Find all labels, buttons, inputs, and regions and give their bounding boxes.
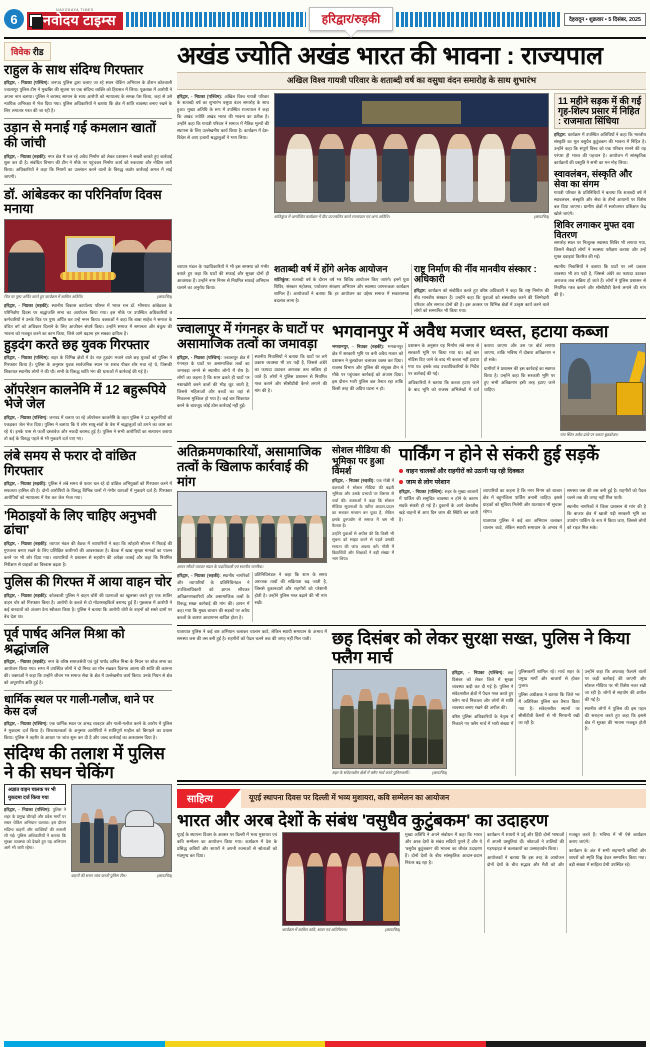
parking-story[interactable] [399, 445, 646, 621]
list-item[interactable] [4, 694, 172, 742]
atikraman-photo [177, 491, 327, 563]
list-item[interactable] [4, 575, 172, 620]
photo-caption: कार्यक्रम में शामिल कवि, शायर एवं अतिथिगण। [282, 926, 348, 932]
sidebar-headline: उड़ान से मनाई गई कमलान खातों की जांची [4, 120, 156, 150]
byline: हरिद्वार, - निप्रका (पश्चिम): [4, 807, 51, 813]
photo-caption-row [332, 769, 447, 776]
sahitya-tag-tail [225, 789, 241, 808]
byline: हरिद्वार, - निप्रका (रुड़की): [4, 659, 47, 665]
photo-credit: (छायाचित्र) [156, 873, 172, 879]
body-text: गायत्री परिवार के प्रतिनिधियों ने बताया कि शताब्दी वर्ष में स्वावलंबन, संस्कृति और सेवा के तीनों आयामों पर विशेष बल दिया जाएगा। ग्रामीण क्षेत्रों में स्वरोजगार प्रशिक्षण केंद्र खोले जाएंगे। [554, 189, 646, 216]
sidebar-headline: ऑपरेशन कालनेमि में 12 बहुरूपिये भेजे जेल [4, 381, 166, 412]
sahitya-row [177, 832, 646, 933]
body-text: समारोह स्थल पर निःशुल्क स्वास्थ्य शिविर भी लगाया गया, जिसमें सैकड़ों लोगों ने स्वास्थ्य परीक्षण कराया और उन्हें मुफ्त दवाइयां वितरित की गईं। [554, 240, 646, 260]
divider [4, 690, 172, 691]
sidebar-body [4, 480, 172, 502]
byline: हरिद्वार, - निप्रका (रुड़की): [177, 573, 221, 579]
jwalapur-headline-line1: ज्वालापुर में गंगनहर के घाटों पर [177, 321, 324, 337]
photo-caption-row [71, 872, 172, 879]
divider [177, 318, 646, 319]
body-text: व्यापार मंडल की बैठक में व्यापारियों ने कहा कि त्योहारी सीजन में मिठाई की गुणवत्ता बनाए रखने के लिए प्रशिक्षित कारीगरों की आवश्यकता है। बैठक में खाद्य सुरक्षा मानकों का पालन करने पर भी जोर दिया गया। व्यापारियों ने प्रशासन से सहयोग की अपेक्षा जताई और कहा कि नियमित निरीक्षण से ग्राहकों का विश्वास बढ़ता है। [4, 540, 172, 567]
atikraman-story[interactable] [177, 445, 327, 621]
flagmarch-side-filler [177, 629, 327, 776]
body-text: जनपद में चलाए जा रहे ऑपरेशन कालनेमि के तहत पुलिस ने 12 बहुरूपियों को पकड़कर जेल भेज दिया। पुलिस ने बताया कि ये लोग साधु-संतों के वेश में श्रद्धालुओं को ठगने का काम कर रहे थे। इनके पास से फर्जी दस्तावेज और नकदी बरामद हुई है। पुलिस ने सभी आरोपियों का सत्यापन कराया तो कई के विरुद्ध पहले से भी मुकदमे दर्ज पाए गए। [4, 414, 172, 441]
list-item[interactable] [4, 383, 172, 443]
lead-col-1 [274, 276, 409, 305]
lead-kicker-top: 11 महीने सड़क में की गई गृह-शिल्प प्रसार में निहित : राजमाता सिंधिया [558, 95, 642, 127]
atikraman-body [177, 572, 327, 622]
sidebar-headline: लंबे समय से फरार दो वांछित गिरफ्तार [4, 448, 136, 478]
lead-kicker-box [554, 93, 646, 130]
divider [177, 780, 646, 785]
photo-caption-row [177, 563, 327, 570]
body-text: पुलिस अधीक्षक ने बताया कि जिले भर में अतिरिक्त पुलिस बल तैनात किया गया है। संवेदनशील स्थानों पर सीसीटीवी कैमरों से भी निगरानी रखी जा रही है। [518, 691, 580, 725]
photo-credit: (छायाचित्र) [431, 769, 447, 775]
body-text: नगर क्षेत्र में चल रहे अवैध निर्माण को लेकर प्रशासन ने सख्ती बरतते हुए कार्रवाई शुरू कर दी है। संबंधित विभाग की टीम ने मौके पर पहुंचकर निर्माण कार्य को रुकवाया और नोटिस जारी किया। अधिकारियों ने कहा कि नियमों का उल्लंघन करने वालों के विरुद्ध कठोर कार्रवाई अमल में लाई जाएगी। [4, 153, 172, 180]
sidebar-body [4, 720, 172, 742]
sidebar-section-label [4, 42, 51, 61]
body-text: नगर के वरिष्ठ समाजसेवी एवं पूर्व पार्षद अनिल मिश्रा के निधन पर शोक सभा का आयोजन किया गया। सभा में उपस्थित लोगों ने दो मिनट का मौन रखकर दिवंगत आत्मा की शांति की कामना की। वक्ताओं ने कहा कि उन्होंने जीवन भर समाज सेवा के क्षेत्र में उल्लेखनीय कार्य किया। उनके निधन से क्षेत्र को अपूरणीय क्षति हुई है। [4, 659, 172, 686]
sidebar-body [4, 807, 66, 851]
third-deck [177, 445, 646, 621]
lead-kicker-2: स्वावलंबन, संस्कृति और सेवा का संगम [554, 169, 633, 190]
body-text: ग्रामीणों ने प्रशासन की इस कार्रवाई का स्वागत किया है। उन्होंने कहा कि सरकारी भूमि पर हुए सभी अतिक्रमण इसी तरह हटाए जाने चाहिए। [484, 366, 556, 393]
jwalapur-headline-line2: असामाजिक तत्वों का जमावड़ा [177, 335, 318, 351]
sahitya-section[interactable] [177, 789, 646, 933]
body-text: ज्वालापुर क्षेत्र में गंगनहर के घाटों पर असामाजिक तत्वों का जमावड़ा लगने से स्थानीय लोगों में रोष है। लोगों का कहना है कि शाम ढलते ही घाटों पर नशाखोरी करने वालों की भीड़ जुट जाती है, जिससे महिलाओं और बच्चों का वहां से निकलना मुश्किल हो गया है। कई बार शिकायत करने के बावजूद कोई ठोस कार्रवाई नहीं हुई। [177, 354, 250, 409]
photo-credit: (छायाचित्र) [533, 213, 549, 219]
sidebar-body [4, 79, 172, 115]
bhagwanpur-story[interactable] [332, 322, 646, 438]
logo-kicker: NAVODAYA TIMES [56, 7, 94, 12]
lead-headline: अखंड ज्योति अखंड भारत की भावना : राज्यपाल [177, 41, 603, 70]
list-item[interactable] [4, 744, 172, 879]
lead-photo [274, 93, 549, 213]
byline: हरिद्वार, - निप्रका (रुड़की): [4, 540, 48, 546]
body-text: स्थानीय विकास कार्यालय परिसर में भारत रत्न डॉ. भीमराव आंबेडकर के परिनिर्वाण दिवस पर श्रद्धांजलि सभा का आयोजन किया गया। इस मौके पर उपस्थित अधिकारियों व कर्मचारियों ने उनके चित्र पर पुष्प अर्पित कर उन्हें नमन किया। वक्ताओं ने कहा कि बाबा साहेब ने समाज के वंचित वर्ग को अधिकार दिलाने के लिए आजीवन संघर्ष किया। उन्होंने समाज में समानता और बंधुत्व की भावना को मजबूत करने का काम किया, जिसे आगे बढ़ाना हम सबका दायित्व है। [4, 303, 172, 336]
byline: हरिद्वार, - निप्रका (रुड़की): [4, 592, 48, 598]
photo-caption: शांतिकुंज में आयोजित कार्यक्रम में दीप प्रज्ज्वलित करते राज्यपाल एवं अन्य अतिथि। [274, 213, 390, 219]
photo-credit: (छायाचित्र) [156, 294, 172, 299]
byline: हरिद्वार, - निप्रका (पश्चिम): [452, 669, 504, 675]
lead-kicker-2: राष्ट्र निर्माण की नींव मानवीय संस्कार : अधिकारी [414, 264, 537, 285]
parking-bullet-0: वाहन चालकों और राहगीरों को उठानी पड़ रही दिक्कत [399, 466, 646, 475]
body-text: व्यापारियों का कहना है कि नगर निगम को बाजार क्षेत्र में बहुमंजिला पार्किंग बनानी चाहिए। इससे ग्राहकों को सुविधा मिलेगी और यातायात भी सुचारू रहेगा। [483, 488, 562, 515]
body-text: वरिष्ठ पुलिस अधिकारियों के नेतृत्व में निकाले गए फ्लैग मार्च में भारी संख्या में पुलिसकर्मी शामिल रहे। मार्च शहर के प्रमुख मार्गों और बाजारों से होकर गुजरा। [452, 668, 580, 726]
body-text: कोतवाली पुलिस ने वाहन चोरी की घटनाओं का खुलासा करते हुए एक शातिर वाहन चोर को गिरफ्तार किया है। आरोपी के कब्जे से दो मोटरसाइकिलें बरामद हुई हैं। पूछताछ में आरोपी ने कई वारदातों को अंजाम देना स्वीकार किया है। पुलिस ने बताया कि आरोपी चोरी के वाहनों को सस्ते दामों पर बेच देता था। [4, 592, 172, 619]
atikraman-headline-line2: तत्वों के खिलाफ कार्रवाई की मांग [177, 459, 309, 489]
social-headline-line1: सोशल मीडिया की [332, 445, 391, 456]
sidebar-headline: हुड़दंग करते छह युवक गिरफ्तार [4, 336, 150, 352]
sidebar-column [4, 42, 172, 1039]
list-item[interactable] [4, 627, 172, 687]
decorative-bars-right [396, 12, 561, 27]
divider [4, 572, 172, 573]
bhagwanpur-photo [560, 343, 646, 431]
body-text: जनपद पुलिस द्वारा चलाए जा रहे सघन चेकिंग अभियान के दौरान कोतवाली ज्वालापुर पुलिस टीम ने मुखबिर की सूचना पर एक संदिग्ध व्यक्ति को हिरासत में लिया। पूछताछ में आरोपी ने अपना नाम बताया। पुलिस ने बरामद सामान के साथ आरोपी को न्यायालय के समक्ष पेश किया, जहां से उसे न्यायिक अभिरक्षा में भेज दिया गया। पुलिस अधिकारियों ने बताया कि क्षेत्र में शांति व्यवस्था बनाए रखने के लिए लगातार गश्त की जा रही है। [4, 80, 173, 113]
body-text: व्यापार मंडल के पदाधिकारियों ने भी इस समस्या को गंभीर बताते हुए कहा कि घाटों की सफाई और सुरक्षा दोनों ही आवश्यक हैं। उन्होंने नगर निगम से नियमित सफाई अभियान चलाने का अनुरोध किया। [177, 264, 269, 290]
parking-headline: पार्किंग न होने से संकरी हुई सड़कें [399, 445, 600, 465]
body-text: कार्यक्रम में उपस्थित अतिथियों ने कहा कि भारतीय संस्कृति का मूल वसुधैव कुटुंबकम की भावना में निहित है। उन्होंने कहा कि संपूर्ण विश्व को एक परिवार मानने की यह परंपरा ही भारत की पहचान है। आयोजन में सांस्कृतिक कार्यक्रमों की प्रस्तुति ने सभी का मन मोह लिया। [554, 132, 646, 166]
list-item[interactable] [4, 188, 172, 338]
lead-kicker-3: शिविर लगाकर मुफ्त दवा वितरण [554, 219, 635, 240]
photo-caption-row [560, 431, 646, 438]
photo-caption: वाहनों की सघन जांच करती पुलिस टीम। [71, 873, 127, 879]
body-text: स्थानीय लोगों ने पुलिस की इस पहल की सराहना करते हुए कहा कि इससे क्षेत्र में सुरक्षा की भावना मजबूत होती है। [584, 705, 646, 732]
list-item[interactable] [4, 121, 172, 181]
sahitya-headline: भारत और अरब देशों के संबंध 'वसुधैव कुटुंबकम' का उदाहरण [177, 810, 549, 830]
page-body [4, 42, 646, 1039]
main-column [177, 42, 646, 1039]
social-headline-line2: भूमिका पर हुआ विमर्श [332, 455, 385, 477]
sidebar-headline: संदिग्ध की तलाश में पुलिस ने की सघन चेकिंग [4, 744, 165, 783]
body-text: स्थानीय नागरिकों और व्यापारियों के प्रतिनिधिमंडल ने उपजिलाधिकारी को ज्ञापन सौंपकर अतिक्रमणकारियों और असामाजिक तत्वों के विरुद्ध सख्त कार्रवाई की मांग की। ज्ञापन में कहा गया कि मुख्य बाजार की सड़कों पर अवैध कब्जों के कारण आवागमन बाधित होता है। [177, 573, 250, 620]
lead-col-3 [554, 131, 646, 167]
photo-credit: (छायाचित्र) [384, 926, 400, 932]
lead-bottom-row [177, 264, 646, 315]
byline: भगवानपुर, - निप्रका (रुड़की): [332, 344, 385, 350]
parking-bullet-1: जाम से लोग परेशान [399, 477, 646, 486]
photo-caption: ज्ञापन सौंपते व्यापार मंडल के पदाधिकारी एवं स्थानीय नागरिक। [177, 564, 264, 570]
byline: हरिद्वार, - निप्रका (रुड़की): [4, 153, 47, 159]
byline: हरिद्वार, - निप्रका (रुड़की): [4, 481, 47, 487]
sidebar-headline: 'मिठाइयों के लिए चाहिए अनुभवी ढांचा' [4, 507, 157, 538]
sidebar-headline: डॉ. आंबेडकर का परिनिर्वाण दिवस मनाया [4, 186, 162, 217]
divider [4, 118, 172, 119]
body-text: यातायात पुलिस ने कई बार अभियान चलाकर चालान काटे, लेकिन स्थायी समाधान के अभाव में समस्या जस की तस बनी हुई है। राहगीरों को पैदल चलने तक की जगह नहीं मिल पाती। [177, 628, 327, 641]
list-item[interactable] [4, 449, 172, 502]
photo-caption-row [4, 293, 172, 300]
body-text: प्रतिनिधिमंडल ने कहा कि शाम के समय अराजक तत्वों की सक्रियता बढ़ जाती है, जिससे दुकानदारों और राहगीरों को परेशानी होती है। उन्होंने पुलिस गश्त बढ़ाने की भी मांग रखी। [254, 572, 327, 605]
sahitya-photo [282, 832, 400, 926]
body-text: यूएई के स्थापना दिवस के अवसर पर दिल्ली में भव्य मुशायरा एवं कवि सम्मेलन का आयोजन किया गया। कार्यक्रम में देश के प्रसिद्ध कवियों और शायरों ने अपनी रचनाओं से श्रोताओं को मंत्रमुग्ध कर दिया। [177, 831, 277, 858]
second-deck [177, 322, 646, 438]
body-text: एक गोष्ठी में वक्ताओं ने सोशल मीडिया की बढ़ती भूमिका और उसके प्रभावों पर विस्तार से चर्चा की। वक्ताओं ने कहा कि सोशल मीडिया सूचनाओं के त्वरित आदान-प्रदान का सशक्त माध्यम बन चुका है, लेकिन इसके दुरुपयोग से समाज में भ्रम भी फैलता है। [332, 478, 394, 528]
photo-caption-row [282, 926, 400, 933]
divider [4, 184, 172, 185]
body-text: आयोजकों ने बताया कि इस तरह के आयोजन दोनों देशों के बीच सद्भाव और मैत्री को और मजबूत करते हैं। भविष्य में भी ऐसे कार्यक्रम कराए जाएंगे। [487, 831, 646, 867]
lead-col-2 [414, 287, 549, 316]
sidebar-story-body [4, 784, 172, 879]
sidebar-label-primary: विवेक [11, 46, 31, 57]
byline: हरिद्वार, - निप्रका (पश्चिम): [4, 721, 48, 727]
sahitya-section-bar [177, 789, 646, 808]
bhagwanpur-headline: भगवानपुर में अवैध मजार ध्वस्त, हटाया कब्जा [332, 322, 609, 342]
divider [177, 441, 646, 442]
body-text: स्थानीय निवासियों ने बताया कि घाटों पर लगे प्रकाश व्यवस्था भी ठप पड़ी है, जिससे अंधेरे का फायदा उठाकर अराजक तत्व सक्रिय हो जाते हैं। लोगों ने पुलिस प्रशासन से नियमित गश्त कराने और सीसीटीवी कैमरे लगाने की मांग की है। [254, 353, 327, 394]
divider [4, 624, 172, 625]
flagmarch-inner [332, 669, 646, 776]
list-item[interactable] [4, 63, 172, 115]
body-text: उन्होंने युवाओं से अपील की कि किसी भी सूचना को साझा करने से पहले उसकी सत्यता की जांच अवश्य करें। गोष्ठी में विद्यार्थियों और शिक्षकों ने बड़ी संख्या में भाग लिया। [332, 531, 394, 562]
sidebar-photo [4, 219, 172, 293]
body-text: यातायात पुलिस ने कई बार अभियान चलाकर चालान काटे, लेकिन स्थायी समाधान के अभाव में समस्या जस की तस बनी हुई है। राहगीरों को पैदल चलने तक की जगह नहीं मिल पाती। [483, 488, 646, 531]
flagmarch-photo [332, 669, 447, 769]
atikraman-headline-line1: अतिक्रमणकारियों, असामाजिक [177, 444, 322, 460]
masthead-rule [4, 37, 646, 39]
lead-story[interactable] [177, 42, 646, 316]
byline: हरिद्वार: [554, 132, 567, 138]
footer-color-strip [4, 1041, 646, 1047]
body-text: प्रशासन के अनुसार यह निर्माण लंबे समय से सरकारी भूमि पर किया गया था। कई बार नोटिस दिए जाने के बाद भी कब्जा नहीं हटाया गया था। इसके बाद उच्चाधिकारियों के निर्देश पर कार्रवाई की गई। [408, 343, 479, 377]
photo-caption: चित्र पर पुष्प अर्पित करते हुए कार्यक्रम में शामिल अतिथि। [4, 294, 83, 299]
body-text: उन्होंने कहा कि अफवाह फैलाने वालों पर कड़ी कार्रवाई की जाएगी और सोशल मीडिया पर भी विशेष नजर रखी जा रही है। लोगों से सहयोग की अपील की गई है। [584, 668, 646, 702]
flagmarch-row [177, 629, 646, 776]
sidebar-body [4, 302, 172, 338]
body-text: अधिकारियों ने बताया कि कब्जा हटाए जाने के बाद भूमि को राजस्व अभिलेखों में दर्ज कराया जाएगा और उस पर बोर्ड लगाया जाएगा, ताकि भविष्य में दोबारा अतिक्रमण न हो सके। [408, 343, 555, 393]
body-text: छह दिसंबर को लेकर जिले में सुरक्षा व्यवस्था कड़ी कर दी गई है। पुलिस ने संवेदनशील क्षेत्रों में पैदल गश्त करते हुए फ्लैग मार्च निकाला और लोगों से शांति व्यवस्था बनाए रखने की अपील की। [452, 669, 514, 710]
photo-caption: शहर के संवेदनशील क्षेत्रों में फ्लैग मार्च करते पुलिसकर्मी। [332, 769, 410, 775]
sidebar-headline: धार्मिक स्थल पर गाली-गलौज, थाने पर केस दर्ज [4, 693, 154, 719]
body-text: मुख्य अतिथि ने अपने संबोधन में कहा कि भारत और अरब देशों के संबंध सदियों पुराने हैं और ये 'वसुधैव कुटुंबकम' की भावना का जीवंत उदाहरण हैं। दोनों देशों के बीच सांस्कृतिक आदान-प्रदान निरंतर बढ़ रहा है। [405, 831, 482, 865]
divider [177, 625, 646, 626]
parking-body [399, 488, 646, 532]
body-text: कार्यक्रम के अंत में सभी सहभागी कवियों और शायरों को स्मृति चिह्न देकर सम्मानित किया गया। बड़ी संख्या में साहित्य प्रेमी उपस्थित रहे। [569, 847, 646, 867]
byline: शांतिकुंज: [274, 277, 290, 283]
list-item[interactable] [4, 338, 172, 376]
page-number-badge: 6 [4, 9, 24, 29]
byline: हरिद्वार: [414, 287, 427, 293]
byline: हरिद्वार, - निप्रका (पश्चिम): [177, 93, 223, 99]
divider [4, 505, 172, 506]
sidebar-kicker-box: अज्ञात वाहन चालक पर भी मुकदमा दर्ज किया गया [4, 784, 66, 805]
byline: हरिद्वार, - निप्रका (पश्चिम): [4, 355, 50, 361]
byline: हरिद्वार, - निप्रका (रुड़की): [4, 303, 50, 308]
logo-text: नवोदय टाइम्स [27, 12, 123, 30]
photo-caption-row [274, 213, 549, 220]
lead-kicker-1: शताब्दी वर्ष में होंगे अनेक आयोजन [274, 264, 388, 275]
body-text: शताब्दी वर्ष के दौरान वर्ष भर विविध आयोजन किए जाएंगे। इनमें युवा शिविर, संस्कार महोत्सव, पर्यावरण संरक्षण अभियान और स्वास्थ्य जागरूकता कार्यक्रम शामिल हैं। आयोजकों ने बताया कि हर आयोजन का उद्देश्य समाज में सकारात्मक बदलाव लाना है। [274, 277, 409, 304]
byline: हरिद्वार, - निप्रका (पश्चिम): [399, 489, 444, 495]
dateline: देहरादून • शुक्रवार • 5 दिसंबर, 2025 [564, 13, 646, 26]
body-text: शहर के विभिन्न क्षेत्रों में देर रात हुड़दंग मचाने वाले छह युवकों को पुलिस ने गिरफ्तार किया है। पुलिस के अनुसार युवक सार्वजनिक स्थान पर शराब पीकर शोर मचा रहे थे, जिसकी शिकायत स्थानीय लोगों ने की थी। सभी के विरुद्ध शांति भंग की धाराओं में कार्रवाई की गई है। [4, 355, 172, 375]
sidebar-body [4, 414, 172, 443]
byline: हरिद्वार, - निप्रका (पश्चिम): [4, 414, 48, 420]
body-text: स्थानीय निवासियों ने बताया कि घाटों पर लगे प्रकाश व्यवस्था भी ठप पड़ी है, जिससे अंधेरे का फायदा उठाकर अराजक तत्व सक्रिय हो जाते हैं। लोगों ने पुलिस प्रशासन से नियमित गश्त कराने और सीसीटीवी कैमरे लगाने की मांग की है। [554, 264, 646, 297]
jwalapur-story[interactable] [177, 322, 327, 438]
sidebar-headline: पुलिस की गिरफ्त में आया वाहन चोर [4, 574, 172, 590]
decorative-bars-left [126, 12, 306, 27]
sidebar-body [4, 354, 172, 376]
lead-col-0 [177, 93, 269, 143]
social-body [332, 478, 394, 529]
byline: हरिद्वार, - निप्रका (पश्चिम): [4, 80, 49, 86]
lead-subhead: अखिल विश्व गायत्री परिवार के शताब्दी वर्ष का वसुधा वंदन समारोह के साथ शुभारंभ [177, 72, 646, 90]
edition-label: हरिद्वार/रुड़की [309, 7, 394, 31]
bhagwanpur-row [332, 343, 646, 438]
photo-caption: गांव स्थित अवैध ढांचे पर चलता बुलडोजर। [560, 432, 619, 438]
sidebar-body [4, 540, 172, 569]
list-item[interactable] [4, 509, 172, 569]
body-text: पुलिस ने शहर के प्रमुख चौराहों और प्रवेश मार्गों पर सघन चेकिंग अभियान चलाया। इस दौरान संदिग्ध वाहनों और व्यक्तियों की तलाशी ली गई। पुलिस अधिकारियों ने बताया कि सुरक्षा व्यवस्था को देखते हुए यह अभियान आगे भी जारी रहेगा। [4, 807, 66, 851]
sidebar-body [4, 658, 172, 687]
sahitya-tag: साहित्य [177, 789, 225, 808]
body-text: भगवानपुर क्षेत्र में सरकारी भूमि पर बनी अवैध मजार को प्रशासन ने बुलडोजर चलाकर ध्वस्त कर दिया। राजस्व विभाग और पुलिस की संयुक्त टीम ने मौके पर पहुंचकर कार्रवाई को अंजाम दिया। इस दौरान भारी पुलिस बल तैनात रहा ताकि किसी तरह की अप्रिय घटना न हो। [332, 344, 403, 392]
byline: हरिद्वार, - निप्रका (रुड़की): [332, 478, 375, 484]
sidebar-photo [71, 784, 172, 872]
sidebar-label-secondary: रीड [32, 46, 44, 57]
social-story[interactable] [332, 445, 394, 621]
flagmarch-story[interactable] [177, 629, 646, 776]
byline: हरिद्वार, - निप्रका (पश्चिम): [177, 354, 222, 360]
sidebar-body [4, 592, 172, 621]
divider [4, 379, 172, 380]
body-text: कार्यक्रम में शायरों ने उर्दू और हिंदी दोनों भाषाओं में अपनी प्रस्तुतियां दीं। श्रोताओं ने तालियों की गड़गड़ाहट से कलाकारों का उत्साहवर्धन किया। [487, 831, 564, 851]
divider [4, 446, 172, 447]
publication-logo[interactable] [27, 8, 123, 30]
body-text: स्थानीय नागरिकों ने जिला प्रशासन से मांग की है कि बाजार क्षेत्र में खाली पड़ी सरकारी भूमि का उपयोग पार्किंग के रूप में किया जाए, जिससे लोगों को राहत मिल सके। [567, 504, 646, 531]
body-text: पुलिस ने लंबे समय से फरार चल रहे दो वांछित अभियुक्तों को गिरफ्तार करने में सफलता हासिल की है। दोनों आरोपियों के विरुद्ध विभिन्न थानों में गंभीर धाराओं में मुकदमे दर्ज हैं। गिरफ्तार आरोपियों को न्यायालय में पेश कर जेल भेजा गया। [4, 481, 172, 501]
sidebar-body [4, 153, 172, 182]
lead-top-row [177, 93, 646, 262]
body-text: एक धार्मिक स्थल पर अभद्र व्यवहार और गाली-गलौज करने के आरोप में पुलिस ने मुकदमा दर्ज किया है। शिकायतकर्ता के अनुसार आरोपियों ने शांतिपूर्ण माहौल को बिगाड़ने का प्रयास किया। पुलिस ने तहरीर के आधार पर जांच शुरू कर दी है और जल्द कार्रवाई का आश्वासन दिया है। [4, 721, 172, 741]
flagmarch-headline: छह दिसंबर को लेकर सुरक्षा सख्त, पुलिस ने किया फ्लैग मार्च [332, 628, 630, 667]
body-text: शहर के मुख्य बाजारों में पार्किंग की समुचित व्यवस्था न होने के कारण सड़कें संकरी हो गई हैं। दुकानों के आगे बेतरतीब खड़े वाहनों से आए दिन जाम की स्थिति बन जाती है। [399, 489, 478, 523]
sahitya-strap: यूएई स्थापना दिवस पर दिल्ली में भव्य मुशायरा, कवि सम्मेलन का आयोजन [241, 789, 646, 808]
body-text: कार्यक्रम को संबोधित करते हुए वरिष्ठ अधिकारी ने कहा कि राष्ट्र निर्माण की नींव मानवीय संस्कार हैं। उन्होंने कहा कि युवाओं को संस्कारित करने की जिम्मेदारी परिवार और समाज दोनों की है। इस अवसर पर विभिन्न क्षेत्रों में उत्कृष्ट कार्य करने वाले लोगों को सम्मानित भी किया गया। [414, 287, 549, 314]
sidebar-headline: पूर्व पार्षद अनिल मिश्रा को श्रद्धांजलि [4, 626, 125, 656]
masthead [4, 0, 646, 34]
jwalapur-body [177, 354, 327, 411]
sidebar-headline: राहुल के साथ संदिग्ध गिरफ्तार [4, 61, 144, 77]
body-text: अखिल विश्व गायत्री परिवार के शताब्दी वर्ष का शुभारंभ वसुधा वंदन समारोह के साथ हुआ। मुख्य अतिथि के रूप में उपस्थित राज्यपाल ने कहा कि अखंड ज्योति अखंड भारत की भावना का प्रतीक है। उन्होंने कहा कि गायत्री परिवार ने समाज में नैतिक मूल्यों की स्थापना के लिए उल्लेखनीय कार्य किया है। कार्यक्रम में देश-विदेश से आए हजारों श्रद्धालुओं ने भाग लिया। [177, 93, 269, 141]
